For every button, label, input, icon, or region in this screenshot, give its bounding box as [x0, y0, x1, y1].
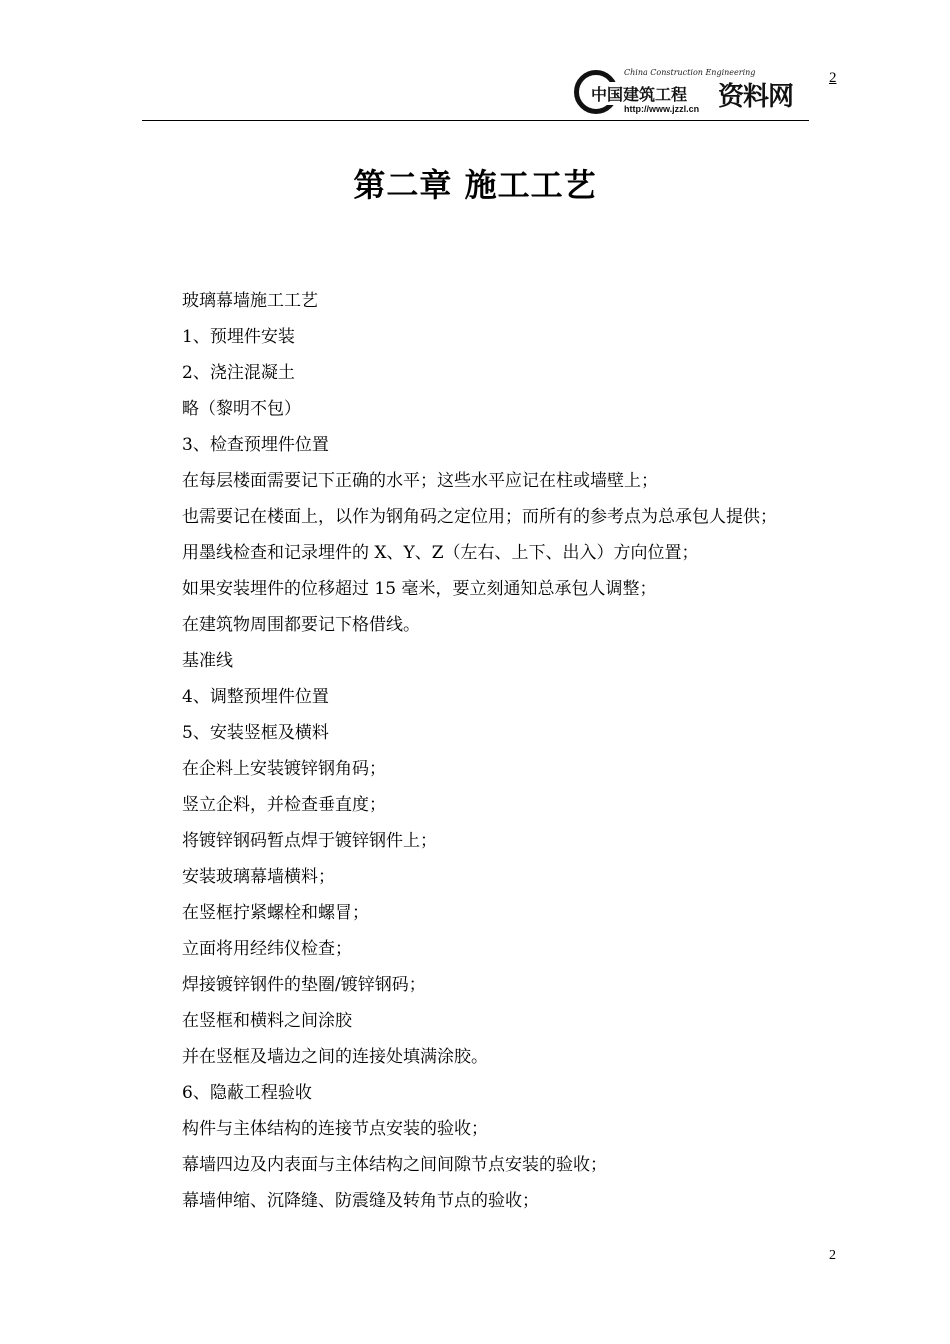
text-line: 并在竖框及墙边之间的连接处填满涂胶。 [182, 1047, 488, 1067]
text-line: 如果安装埋件的位移超过 15 毫米，要立刻通知总承包人调整； [182, 579, 657, 599]
text-line: 幕墙四边及内表面与主体结构之间间隙节点安装的验收； [182, 1155, 607, 1175]
text-line: 安装玻璃幕墙横料； [182, 867, 335, 887]
header-divider [142, 120, 809, 121]
text-line: 3、检查预埋件位置 [182, 435, 329, 455]
text-line: 在竖框拧紧螺栓和螺冒； [182, 903, 369, 923]
header-page-number: 2 [829, 70, 837, 86]
chapter-title: 第二章 施工工艺 [353, 166, 597, 204]
text-line: 基准线 [182, 651, 233, 671]
body-text [182, 285, 862, 1221]
footer-page-number: 2 [829, 1248, 836, 1263]
logo-brand: 资料网 [718, 82, 794, 112]
site-logo [574, 66, 814, 120]
text-line: 在每层楼面需要记下正确的水平；这些水平应记在柱或墙壁上； [182, 471, 658, 491]
logo-url: http://www.jzzl.cn [624, 104, 700, 114]
text-line: 在建筑物周围都要记下格借线。 [182, 615, 420, 635]
text-line: 构件与主体结构的连接节点安装的验收； [182, 1119, 488, 1139]
text-line: 将镀锌钢码暂点焊于镀锌钢件上； [182, 831, 437, 851]
text-line: 玻璃幕墙施工工艺 [182, 291, 318, 311]
text-line: 在竖框和横料之间涂胶 [182, 1011, 352, 1031]
text-line: 焊接镀锌钢件的垫圈/镀锌钢码； [182, 975, 426, 995]
text-line: 竖立企料，并检查垂直度； [182, 795, 386, 815]
text-line: 略（黎明不包） [182, 399, 301, 419]
text-line: 幕墙伸缩、沉降缝、防震缝及转角节点的验收； [182, 1191, 539, 1211]
text-line: 6、隐蔽工程验收 [182, 1083, 312, 1103]
text-line: 5、安装竖框及横料 [182, 723, 329, 743]
text-line: 2、浇注混凝土 [182, 363, 295, 383]
text-line: 4、调整预埋件位置 [182, 687, 329, 707]
logo-cn-name: 中国建筑工程 [590, 82, 688, 105]
text-line: 在企料上安装镀锌钢角码； [182, 759, 386, 779]
text-line: 也需要记在楼面上，以作为钢角码之定位用；而所有的参考点为总承包人提供； [182, 507, 777, 527]
text-line: 用墨线检查和记录埋件的 X、Y、Z（左右、上下、出入）方向位置； [182, 543, 699, 563]
text-line: 立面将用经纬仪检查； [182, 939, 352, 959]
text-line: 1、预埋件安装 [182, 327, 295, 347]
logo-en-name: China Construction Engineering [624, 68, 756, 77]
